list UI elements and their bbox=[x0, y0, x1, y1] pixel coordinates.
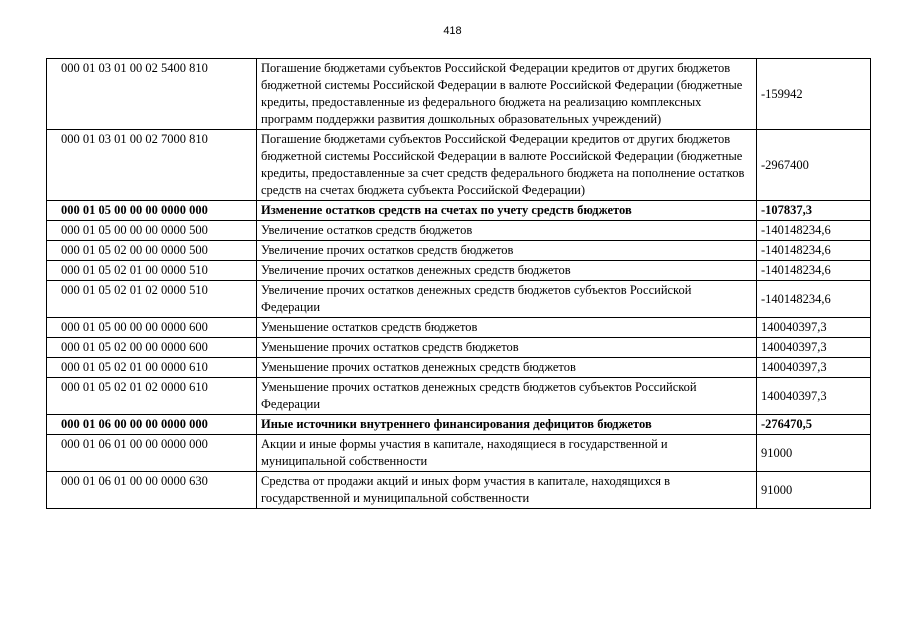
table-row bbox=[47, 435, 871, 472]
table-row bbox=[47, 241, 871, 261]
description-cell: Увеличение прочих остатков средств бюджетов bbox=[257, 241, 757, 261]
table-row bbox=[47, 130, 871, 201]
amount-cell: -140148234,6 bbox=[757, 261, 871, 281]
table-row bbox=[47, 281, 871, 318]
description-cell: Акции и иные формы участия в капитале, находящиеся в государственной и муниципальной собственности bbox=[257, 435, 757, 472]
budget-code-cell: 000 01 05 02 01 00 0000 510 bbox=[47, 261, 257, 281]
table-row bbox=[47, 338, 871, 358]
amount-cell: -107837,3 bbox=[757, 201, 871, 221]
budget-code-cell: 000 01 05 00 00 00 0000 600 bbox=[47, 318, 257, 338]
description-cell: Увеличение прочих остатков денежных средств бюджетов субъектов Российской Федерации bbox=[257, 281, 757, 318]
amount-cell: -276470,5 bbox=[757, 415, 871, 435]
budget-code-cell: 000 01 05 02 00 00 0000 500 bbox=[47, 241, 257, 261]
table-row bbox=[47, 415, 871, 435]
amount-cell: 140040397,3 bbox=[757, 338, 871, 358]
table-row bbox=[47, 358, 871, 378]
table-row bbox=[47, 472, 871, 509]
budget-code-cell: 000 01 06 01 00 00 0000 000 bbox=[47, 435, 257, 472]
table-row bbox=[47, 201, 871, 221]
budget-code-cell: 000 01 06 01 00 00 0000 630 bbox=[47, 472, 257, 509]
budget-code-cell: 000 01 05 02 01 00 0000 610 bbox=[47, 358, 257, 378]
amount-cell: -2967400 bbox=[757, 130, 871, 201]
description-cell: Изменение остатков средств на счетах по учету средств бюджетов bbox=[257, 201, 757, 221]
amount-cell: 140040397,3 bbox=[757, 358, 871, 378]
table-row bbox=[47, 221, 871, 241]
amount-cell: -140148234,6 bbox=[757, 241, 871, 261]
amount-cell: 140040397,3 bbox=[757, 318, 871, 338]
amount-cell: -140148234,6 bbox=[757, 281, 871, 318]
amount-cell: 91000 bbox=[757, 435, 871, 472]
budget-code-cell: 000 01 05 02 00 00 0000 600 bbox=[47, 338, 257, 358]
amount-cell: -159942 bbox=[757, 59, 871, 130]
description-cell: Погашение бюджетами субъектов Российской Федерации кредитов от других бюджетов бюджетной системы Российской Федерации в валюте Российской Федерации (бюджетные кредиты, предоставленные из федерального бюджета на реализацию комплексных программ поддержки развития дошкольных образовательных учреждений) bbox=[257, 59, 757, 130]
amount-cell: 140040397,3 bbox=[757, 378, 871, 415]
description-cell: Увеличение прочих остатков денежных средств бюджетов bbox=[257, 261, 757, 281]
amount-cell: -140148234,6 bbox=[757, 221, 871, 241]
budget-code-cell: 000 01 05 02 01 02 0000 610 bbox=[47, 378, 257, 415]
budget-code-cell: 000 01 05 02 01 02 0000 510 bbox=[47, 281, 257, 318]
description-cell: Уменьшение остатков средств бюджетов bbox=[257, 318, 757, 338]
description-cell: Средства от продажи акций и иных форм участия в капитале, находящихся в государственной и муниципальной собственности bbox=[257, 472, 757, 509]
budget-code-cell: 000 01 05 00 00 00 0000 500 bbox=[47, 221, 257, 241]
amount-cell: 91000 bbox=[757, 472, 871, 509]
budget-code-cell: 000 01 03 01 00 02 5400 810 bbox=[47, 59, 257, 130]
description-cell: Уменьшение прочих остатков средств бюджетов bbox=[257, 338, 757, 358]
budget-code-cell: 000 01 03 01 00 02 7000 810 bbox=[47, 130, 257, 201]
description-cell: Уменьшение прочих остатков денежных средств бюджетов субъектов Российской Федерации bbox=[257, 378, 757, 415]
table-row bbox=[47, 378, 871, 415]
table-row bbox=[47, 59, 871, 130]
description-cell: Иные источники внутреннего финансирования дефицитов бюджетов bbox=[257, 415, 757, 435]
page-number: 418 bbox=[443, 25, 462, 37]
description-cell: Погашение бюджетами субъектов Российской Федерации кредитов от других бюджетов бюджетной системы Российской Федерации в валюте Российской Федерации (бюджетные кредиты, предоставленные за счет средств федерального бюджета на пополнение остатков средств на счетах бюджета субъекта Российской Федерации) bbox=[257, 130, 757, 201]
table-body bbox=[47, 59, 871, 509]
budget-code-cell: 000 01 06 00 00 00 0000 000 bbox=[47, 415, 257, 435]
budget-sources-table bbox=[46, 58, 871, 509]
table-row bbox=[47, 318, 871, 338]
table-row bbox=[47, 261, 871, 281]
budget-code-cell: 000 01 05 00 00 00 0000 000 bbox=[47, 201, 257, 221]
description-cell: Уменьшение прочих остатков денежных средств бюджетов bbox=[257, 358, 757, 378]
description-cell: Увеличение остатков средств бюджетов bbox=[257, 221, 757, 241]
